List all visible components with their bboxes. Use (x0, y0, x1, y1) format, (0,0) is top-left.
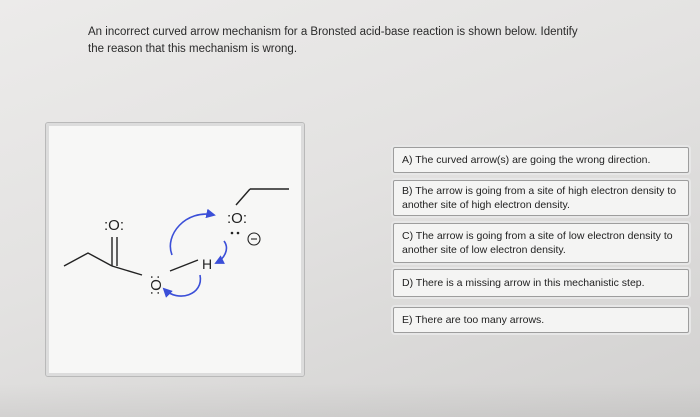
mechanism-diagram (46, 123, 304, 376)
alkoxide-oxygen-label: :O: (226, 210, 248, 227)
hydroxyl-oxygen (147, 275, 164, 295)
option-a[interactable] (393, 147, 689, 173)
option-a-label: A) The curved arrow(s) are going the wrong direction. (402, 154, 651, 166)
acid-molecule (64, 237, 198, 275)
alkoxide-lone-pair (231, 232, 240, 235)
curved-arrow-3 (164, 275, 200, 296)
option-d-label: D) There is a missing arrow in this mechanistic step. (402, 277, 645, 289)
question-text (88, 24, 608, 58)
option-d[interactable] (393, 269, 689, 297)
question-line-2: the reason that this mechanism is wrong. (88, 43, 298, 55)
option-c[interactable] (393, 223, 689, 263)
hydroxyl-oxygen-label: :O: (147, 274, 164, 296)
question-line-1: An incorrect curved arrow mechanism for a Bronsted acid-base reaction is shown below. Identify (88, 26, 578, 38)
acid-chain-bond (64, 253, 112, 266)
screen-glare (0, 383, 700, 417)
ethoxide-molecule (236, 189, 289, 205)
option-e[interactable] (393, 307, 689, 333)
curved-arrow-2 (216, 241, 226, 263)
mechanism-panel (45, 122, 305, 377)
o-h-bond (170, 260, 198, 271)
ethyl-bond-2 (236, 189, 250, 205)
option-b-label: B) The arrow is going from a site of high electron density to another site of high electron density. (402, 185, 677, 211)
option-c-label: C) The arrow is going from a site of low electron density to another site of low electron density. (402, 230, 673, 256)
option-b[interactable] (393, 180, 689, 216)
carbonyl-oxygen-label: :O: (103, 217, 125, 234)
hydrogen-label: H (201, 256, 213, 272)
c-o-bond (112, 266, 142, 275)
option-e-label: E) There are too many arrows. (402, 314, 545, 326)
curved-arrow-1 (170, 214, 214, 255)
